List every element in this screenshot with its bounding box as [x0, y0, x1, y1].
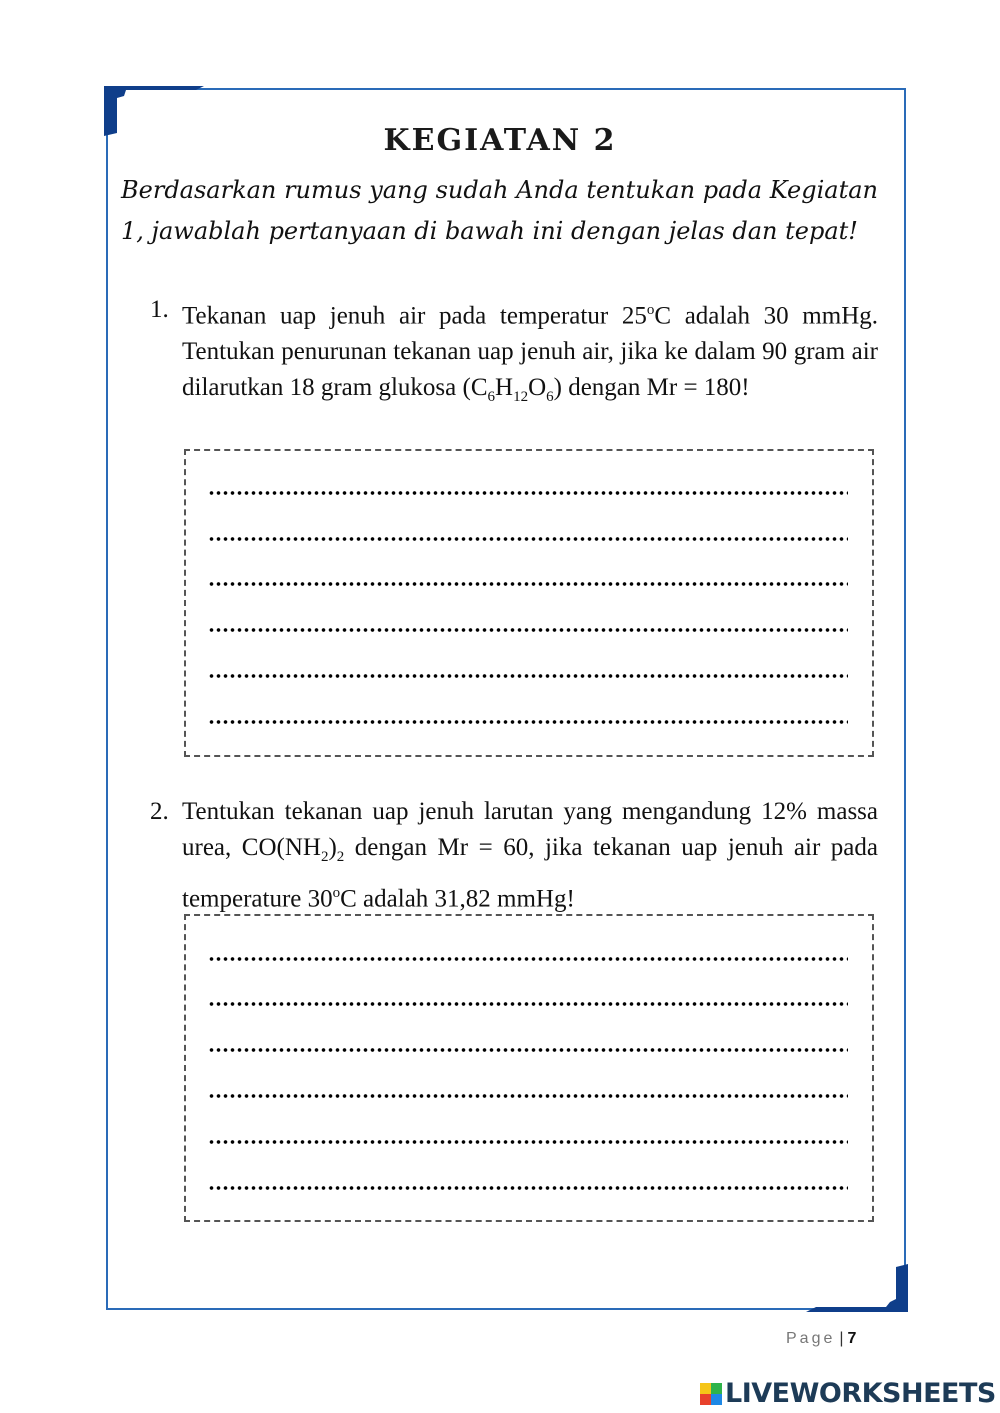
answer-line[interactable] — [208, 579, 848, 589]
footer-separator: | — [839, 1330, 844, 1347]
answer-box-2[interactable] — [184, 914, 874, 1222]
page-footer — [786, 1330, 856, 1348]
question-number: 1. — [150, 296, 169, 323]
liveworksheets-logo-icon — [700, 1383, 722, 1405]
answer-line[interactable] — [208, 1183, 848, 1193]
question-text: Tekanan uap jenuh air pada temperatur 25$^o$C adalah 30 mmHg. Tentukan penurunan tekanan uap jenuh air, jika ke dalam 90 gram air dilarutkan 18 gram glukosa $(C_6H_{12}O_6)$ dengan Mr = 180! — [182, 302, 878, 406]
corner-ornament-bottom-right — [806, 1264, 908, 1312]
answer-line[interactable] — [208, 717, 848, 727]
page-title: KEGIATAN 2 — [383, 123, 617, 158]
page-label: Page — [786, 1330, 836, 1347]
answer-line[interactable] — [208, 488, 848, 498]
answer-line[interactable] — [208, 625, 848, 635]
answer-line[interactable] — [208, 1045, 848, 1055]
intro-instruction: Berdasarkan rumus yang sudah Anda tentukan pada Kegiatan 1, jawablah pertanyaan di bawah ini dengan jelas dan tepat! — [121, 176, 878, 245]
question-2 — [150, 794, 878, 917]
question-text: Tentukan tekanan uap jenuh larutan yang mengandung 12% massa urea, $CO(NH_2)_2$ dengan Mr = 60, jika tekanan uap jenuh air pada temperature 30$^o$C adalah 31,82 mmHg! — [182, 798, 878, 913]
answer-line[interactable] — [208, 1091, 848, 1101]
question-number: 2. — [150, 798, 169, 825]
watermark-text: LIVEWORKSHEETS — [725, 1378, 996, 1409]
answer-line[interactable] — [208, 534, 848, 544]
answer-line[interactable] — [208, 1137, 848, 1147]
page-number: 7 — [847, 1330, 857, 1347]
answer-line[interactable] — [208, 999, 848, 1009]
answer-line[interactable] — [208, 671, 848, 681]
liveworksheets-watermark — [700, 1378, 996, 1409]
answer-line[interactable] — [208, 954, 848, 964]
answer-box-1[interactable] — [184, 449, 874, 757]
question-1 — [150, 292, 878, 415]
